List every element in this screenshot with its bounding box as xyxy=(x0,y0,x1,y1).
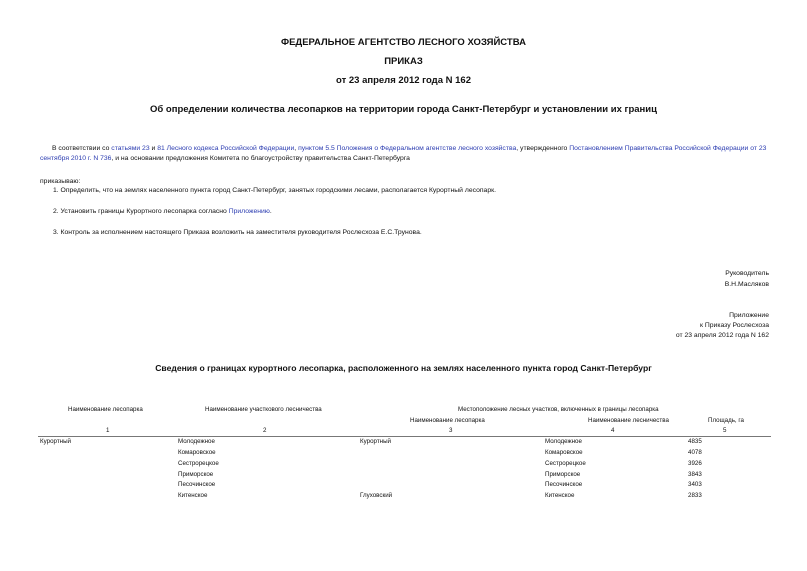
header-forestry: Наименование лесничества xyxy=(588,417,669,424)
link-government-decree[interactable]: Постановлением Правительства Российской Федерации от 23 сентября 2010 г. N 736 xyxy=(40,145,767,162)
table-row-6-park2: Глуховский xyxy=(360,492,393,499)
header-location-group: Местоположение лесных участков, включенных в границы лесопарка xyxy=(458,406,659,413)
link-forest-code[interactable]: 81 Лесного кодекса Российской Федерации xyxy=(157,145,295,152)
table-row-1-park2: Курортный xyxy=(360,438,391,445)
table-row-3-forestry: Сестрорецкое xyxy=(545,460,586,467)
table-row-6-forestry: Китенское xyxy=(545,492,575,499)
appendix-title: Сведения о границах курортного лесопарка, расположенного на землях населенного пункта город Санкт-Петербург xyxy=(155,363,652,373)
header-area: Площадь, га xyxy=(708,417,744,424)
table-row-1-forestry: Молодежное xyxy=(545,438,582,445)
table-row-5-forestry: Песочинское xyxy=(545,481,583,488)
col-number-1: 1 xyxy=(106,427,110,434)
doc-subject: Об определении количества лесопарков на территории города Санкт-Петербург и установлении их границ xyxy=(150,104,657,115)
table-row-4-district: Приморское xyxy=(178,471,214,478)
doc-date: от 23 апреля 2012 года N 162 xyxy=(336,75,471,86)
table-divider xyxy=(38,436,771,437)
table-row-2-forestry: Комаровское xyxy=(545,449,583,456)
table-row-3-area: 3926 xyxy=(688,460,702,467)
signature-role: Руководитель xyxy=(725,270,769,277)
appendix-date: от 23 апреля 2012 года N 162 xyxy=(675,332,769,339)
order-item-2: 2. Установить границы Курортного лесопарка согласно Приложению. xyxy=(53,208,272,215)
table-row-2-district: Комаровское xyxy=(178,449,216,456)
table-row-4-area: 3843 xyxy=(688,471,702,478)
table-row-4-forestry: Приморское xyxy=(545,471,581,478)
order-word: приказываю: xyxy=(40,178,81,185)
table-row-1-area: 4835 xyxy=(688,438,702,445)
preamble: В соответствии со статьями 23 и 81 Лесного кодекса Российской Федерации, пунктом 5.5 Положения о Федеральном агентстве лесного хозяйства, утвержденного Постановлением Правительства Российской Федерации от 23 сентября 2010 г. N 736, и на основании предложения Комитета по благоустройству правительства Санкт-Петербурга xyxy=(40,145,767,162)
table-row-6-district: Китенское xyxy=(178,492,208,499)
link-appendix[interactable]: Приложению xyxy=(228,208,270,215)
header-park: Наименование лесопарка xyxy=(68,406,143,413)
table-row-2-area: 4078 xyxy=(688,449,702,456)
appendix-ref: к Приказу Рослесхоза xyxy=(700,322,769,329)
appendix-label: Приложение xyxy=(729,312,769,319)
agency-title: ФЕДЕРАЛЬНОЕ АГЕНТСТВО ЛЕСНОГО ХОЗЯЙСТВА xyxy=(280,37,526,48)
header-park-2: Наименование лесопарка xyxy=(410,417,485,424)
col-number-2: 2 xyxy=(263,427,267,434)
link-article-23[interactable]: статьями 23 xyxy=(111,145,150,152)
table-row-1-district: Молодежное xyxy=(178,438,215,445)
col-number-3: 3 xyxy=(449,427,453,434)
order-item-3: 3. Контроль за исполнением настоящего Приказа возложить на заместителя руководителя Рослесхоза Е.С.Трунова. xyxy=(53,229,422,236)
col-number-5: 5 xyxy=(723,427,727,434)
table-row-6-area: 2833 xyxy=(688,492,702,499)
table-row-1-park: Курортный xyxy=(40,438,71,445)
table-row-5-district: Песочинское xyxy=(178,481,216,488)
col-number-4: 4 xyxy=(611,427,615,434)
link-agency-regulation[interactable]: пунктом 5.5 Положения о Федеральном агентстве лесного хозяйства xyxy=(298,145,517,152)
order-item-1: 1. Определить, что на землях населенного пункта город Санкт-Петербург, занятых городскими лесами, располагается Курортный лесопарк. xyxy=(53,187,496,194)
table-row-3-district: Сестрорецкое xyxy=(178,460,219,467)
header-district-forestry: Наименование участкового лесничества xyxy=(205,406,322,413)
doc-type: ПРИКАЗ xyxy=(384,56,423,67)
signature-name: В.Н.Масляков xyxy=(724,281,769,288)
table-row-5-area: 3403 xyxy=(688,481,702,488)
